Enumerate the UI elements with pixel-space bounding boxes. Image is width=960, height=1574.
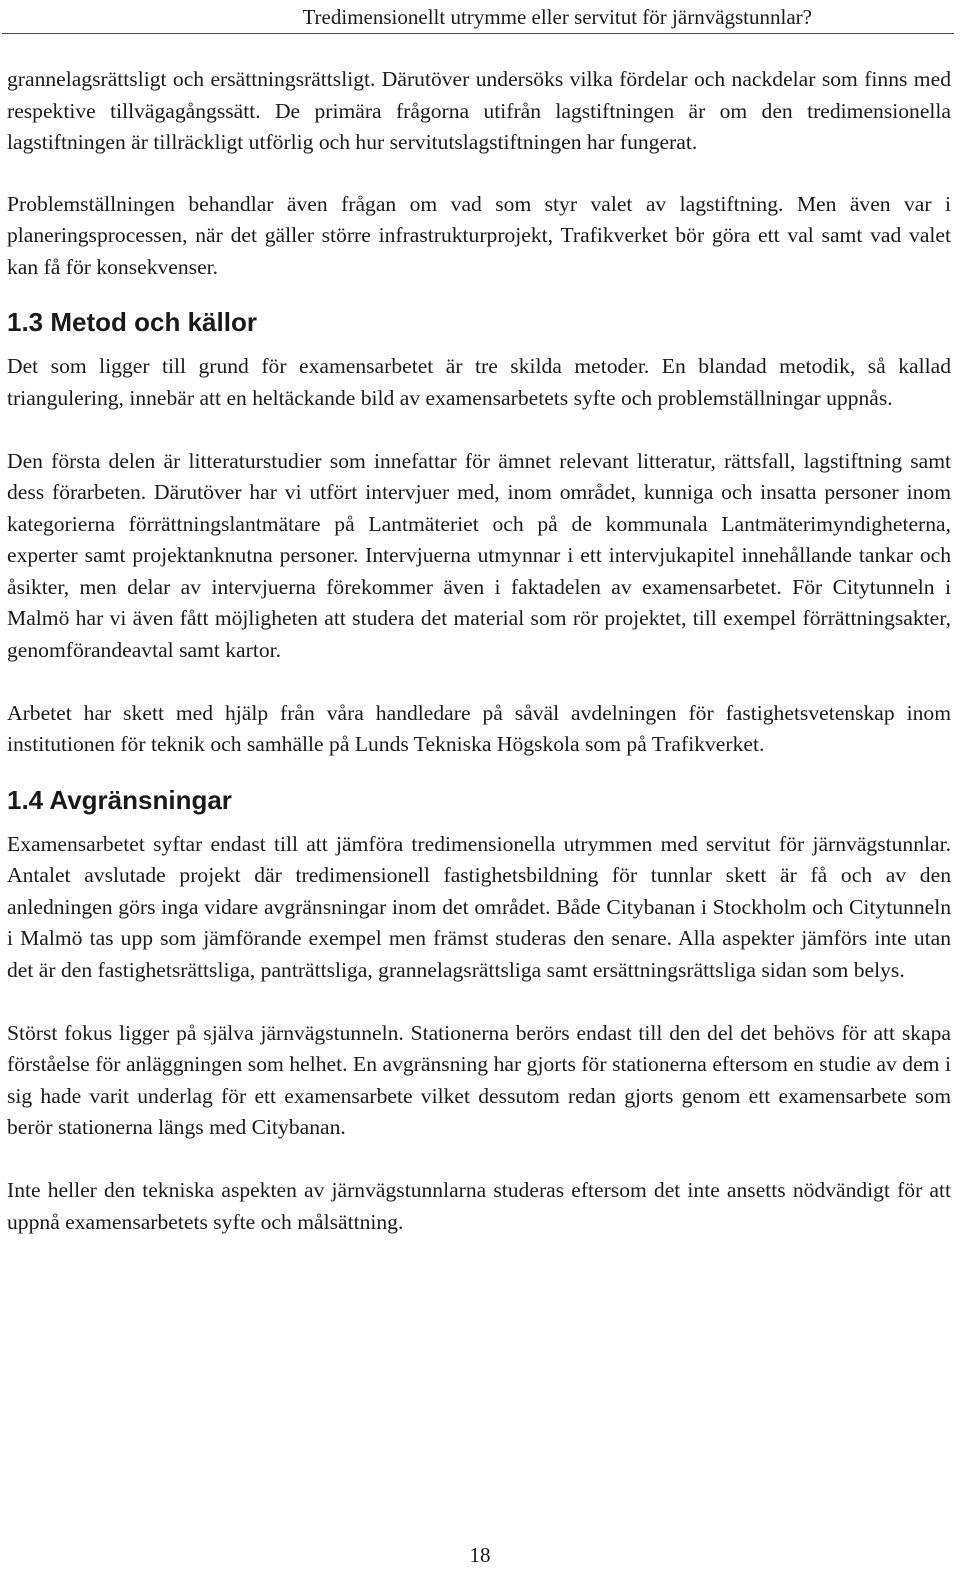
page-number xyxy=(0,1542,960,1568)
paragraph-avgransningar-2: Störst fokus ligger på själva järnvägstunneln. Stationerna berörs endast till den del det behövs för att skapa förståelse för anläggningen som helhet. En avgränsning har gjorts för stationerna eftersom en studie av dem i sig hade varit underlag för ett examensarbete vilket dessutom redan gjorts genom ett examensarbete som berör stationerna längs med Citybanan. xyxy=(7,1020,951,1139)
page-number-text: 18 xyxy=(469,1543,491,1567)
paragraph-avgransningar-1: Examensarbetet syftar endast till att jämföra tredimensionella utrymmen med servitut för järnvägstunnlar. Antalet avslutade projekt där tredimensionell fastighetsbildning för tunnlar skett är få och av den anledningen görs inga vidare avgränsningar inom det området. Både Citybanan i Stockholm och Citytunneln i Malmö tas upp som jämförande exempel men främst studeras den senare. Alla aspekter jämförs inte utan det är den fastighetsrättsliga, panträttsliga, grannelagsrättsliga samt ersättningsrättsliga sidan som belys. xyxy=(7,831,951,982)
header-divider xyxy=(2,33,954,34)
page-content xyxy=(7,64,951,1270)
paragraph-metod-1: Det som ligger till grund för examensarbetet är tre skilda metoder. En blandad metodik, så kallad triangulering, innebär att en heltäckande bild av examensarbetets syfte och problemställningar uppnås. xyxy=(7,354,951,410)
paragraph-intro-2: Problemställningen behandlar även frågan om vad som styr valet av lagstiftning. Men även var i planeringsprocessen, när det gäller större infrastrukturprojekt, Trafikverket bör göra ett val samt vad valet kan få för konsekvenser. xyxy=(7,191,951,279)
section-heading-avgransningar: 1.4 Avgränsningar xyxy=(7,784,232,815)
paragraph-metod-3: Arbetet har skett med hjälp från våra handledare på såväl avdelningen för fastighetsvetenskap inom institutionen för teknik och samhälle på Lunds Tekniska Högskola som på Trafikverket. xyxy=(7,700,951,756)
running-header-title: Tredimensionellt utrymme eller servitut för järnvägstunnlar? xyxy=(302,5,812,29)
paragraph-metod-2: Den första delen är litteraturstudier som innefattar för ämnet relevant litteratur, rättsfall, lagstiftning samt dess förarbeten. Därutöver har vi utfört intervjuer med, inom området, kunniga och insatta personer inom kategorierna förrättningslantmätare på Lantmäteriet och på de kommunala Lantmäterimyndigheterna, experter samt projektanknutna personer. Intervjuerna utmynnar i ett intervjukapitel innehållande tankar och åsikter, men delar av intervjuerna förekommer även i faktadelen av examensarbetet. För Citytunneln i Malmö har vi även fått möjligheten att studera det material som rör projektet, till exempel förrättningsakter, genomförandeavtal samt kartor. xyxy=(7,448,951,662)
paragraph-intro-1: grannelagsrättsligt och ersättningsrättsligt. Därutöver undersöks vilka fördelar och nackdelar som finns med respektive tillvägagångssätt. De primära frågorna utifrån lagstiftningen är om den tredimensionella lagstiftningen är tillräckligt utförlig och hur servitutslagstiftningen har fungerat. xyxy=(7,67,951,154)
running-header xyxy=(0,4,958,30)
section-heading-metod: 1.3 Metod och källor xyxy=(7,307,257,337)
paragraph-avgransningar-3: Inte heller den tekniska aspekten av järnvägstunnlarna studeras eftersom det inte ansetts nödvändigt för att uppnå examensarbetets syfte och målsättning. xyxy=(7,1178,951,1234)
